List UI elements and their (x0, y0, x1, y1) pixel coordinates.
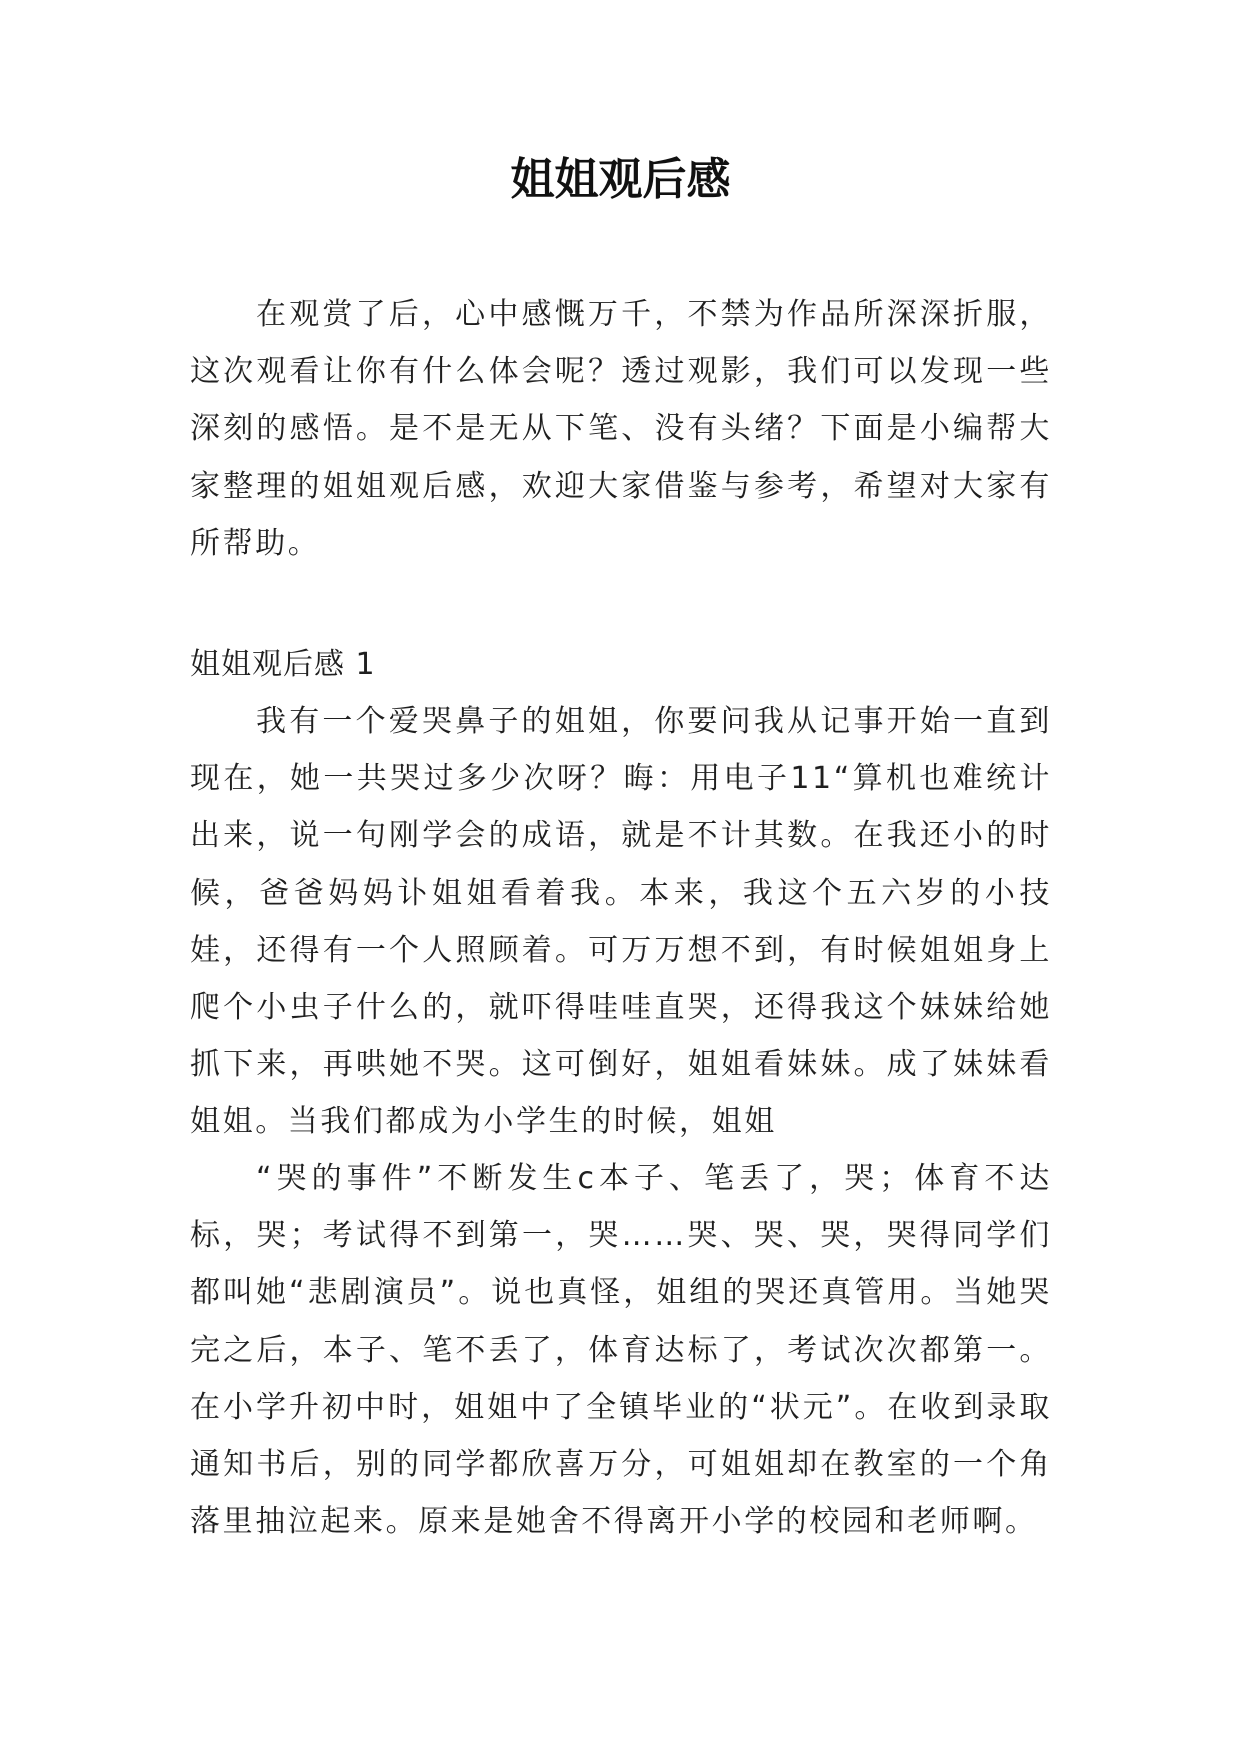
intro-paragraph: 在观赏了后，心中感慨万千，不禁为作品所深深折服，这次观看让你有什么体会呢？透过观影，我们可以发现一些深刻的感悟。是不是无从下笔、没有头绪？下面是小编帮大家整理的姐姐观后感，欢迎大家借鉴与参考，希望对大家有所帮助。 (190, 297, 1052, 561)
body-paragraph: 我有一个爱哭鼻子的姐姐，你要问我从记事开始一直到现在，她一共哭过多少次呀？晦：用电子11“算机也难统计出来，说一句刚学会的成语，就是不计其数。在我还小的时候，爸爸妈妈讣姐姐看着我。本来，我这个五六岁的小技娃，还得有一个人照顾着。可万万想不到，有时候姐姐身上爬个小虫子什么的，就吓得哇哇直哭，还得我这个妹妹给她抓下来，再哄她不哭。这可倒好，姐姐看妹妹。成了妹妹看姐姐。当我们都成为小学生的时候，姐姐 (190, 704, 1052, 1140)
section-heading: 姐姐观后感 1 (190, 647, 376, 682)
document-title: 姐姐观后感 (510, 154, 731, 205)
body-paragraph: “哭的事件”不断发生c本子、笔丢了，哭；体育不达标，哭；考试得不到第一，哭……哭、哭、哭，哭得同学们都叫她“悲剧演员”。说也真怪，姐组的哭还真管用。当她哭完之后，本子、笔不丢了，体育达标了，考试次次都第一。在小学升初中时，姐姐中了全镇毕业的“状元”。在收到录取通知书后，别的同学都欣喜万分，可姐姐却在教室的一个角落里抽泣起来。原来是她舍不得离开小学的校园和老师啊。 (190, 1161, 1052, 1540)
